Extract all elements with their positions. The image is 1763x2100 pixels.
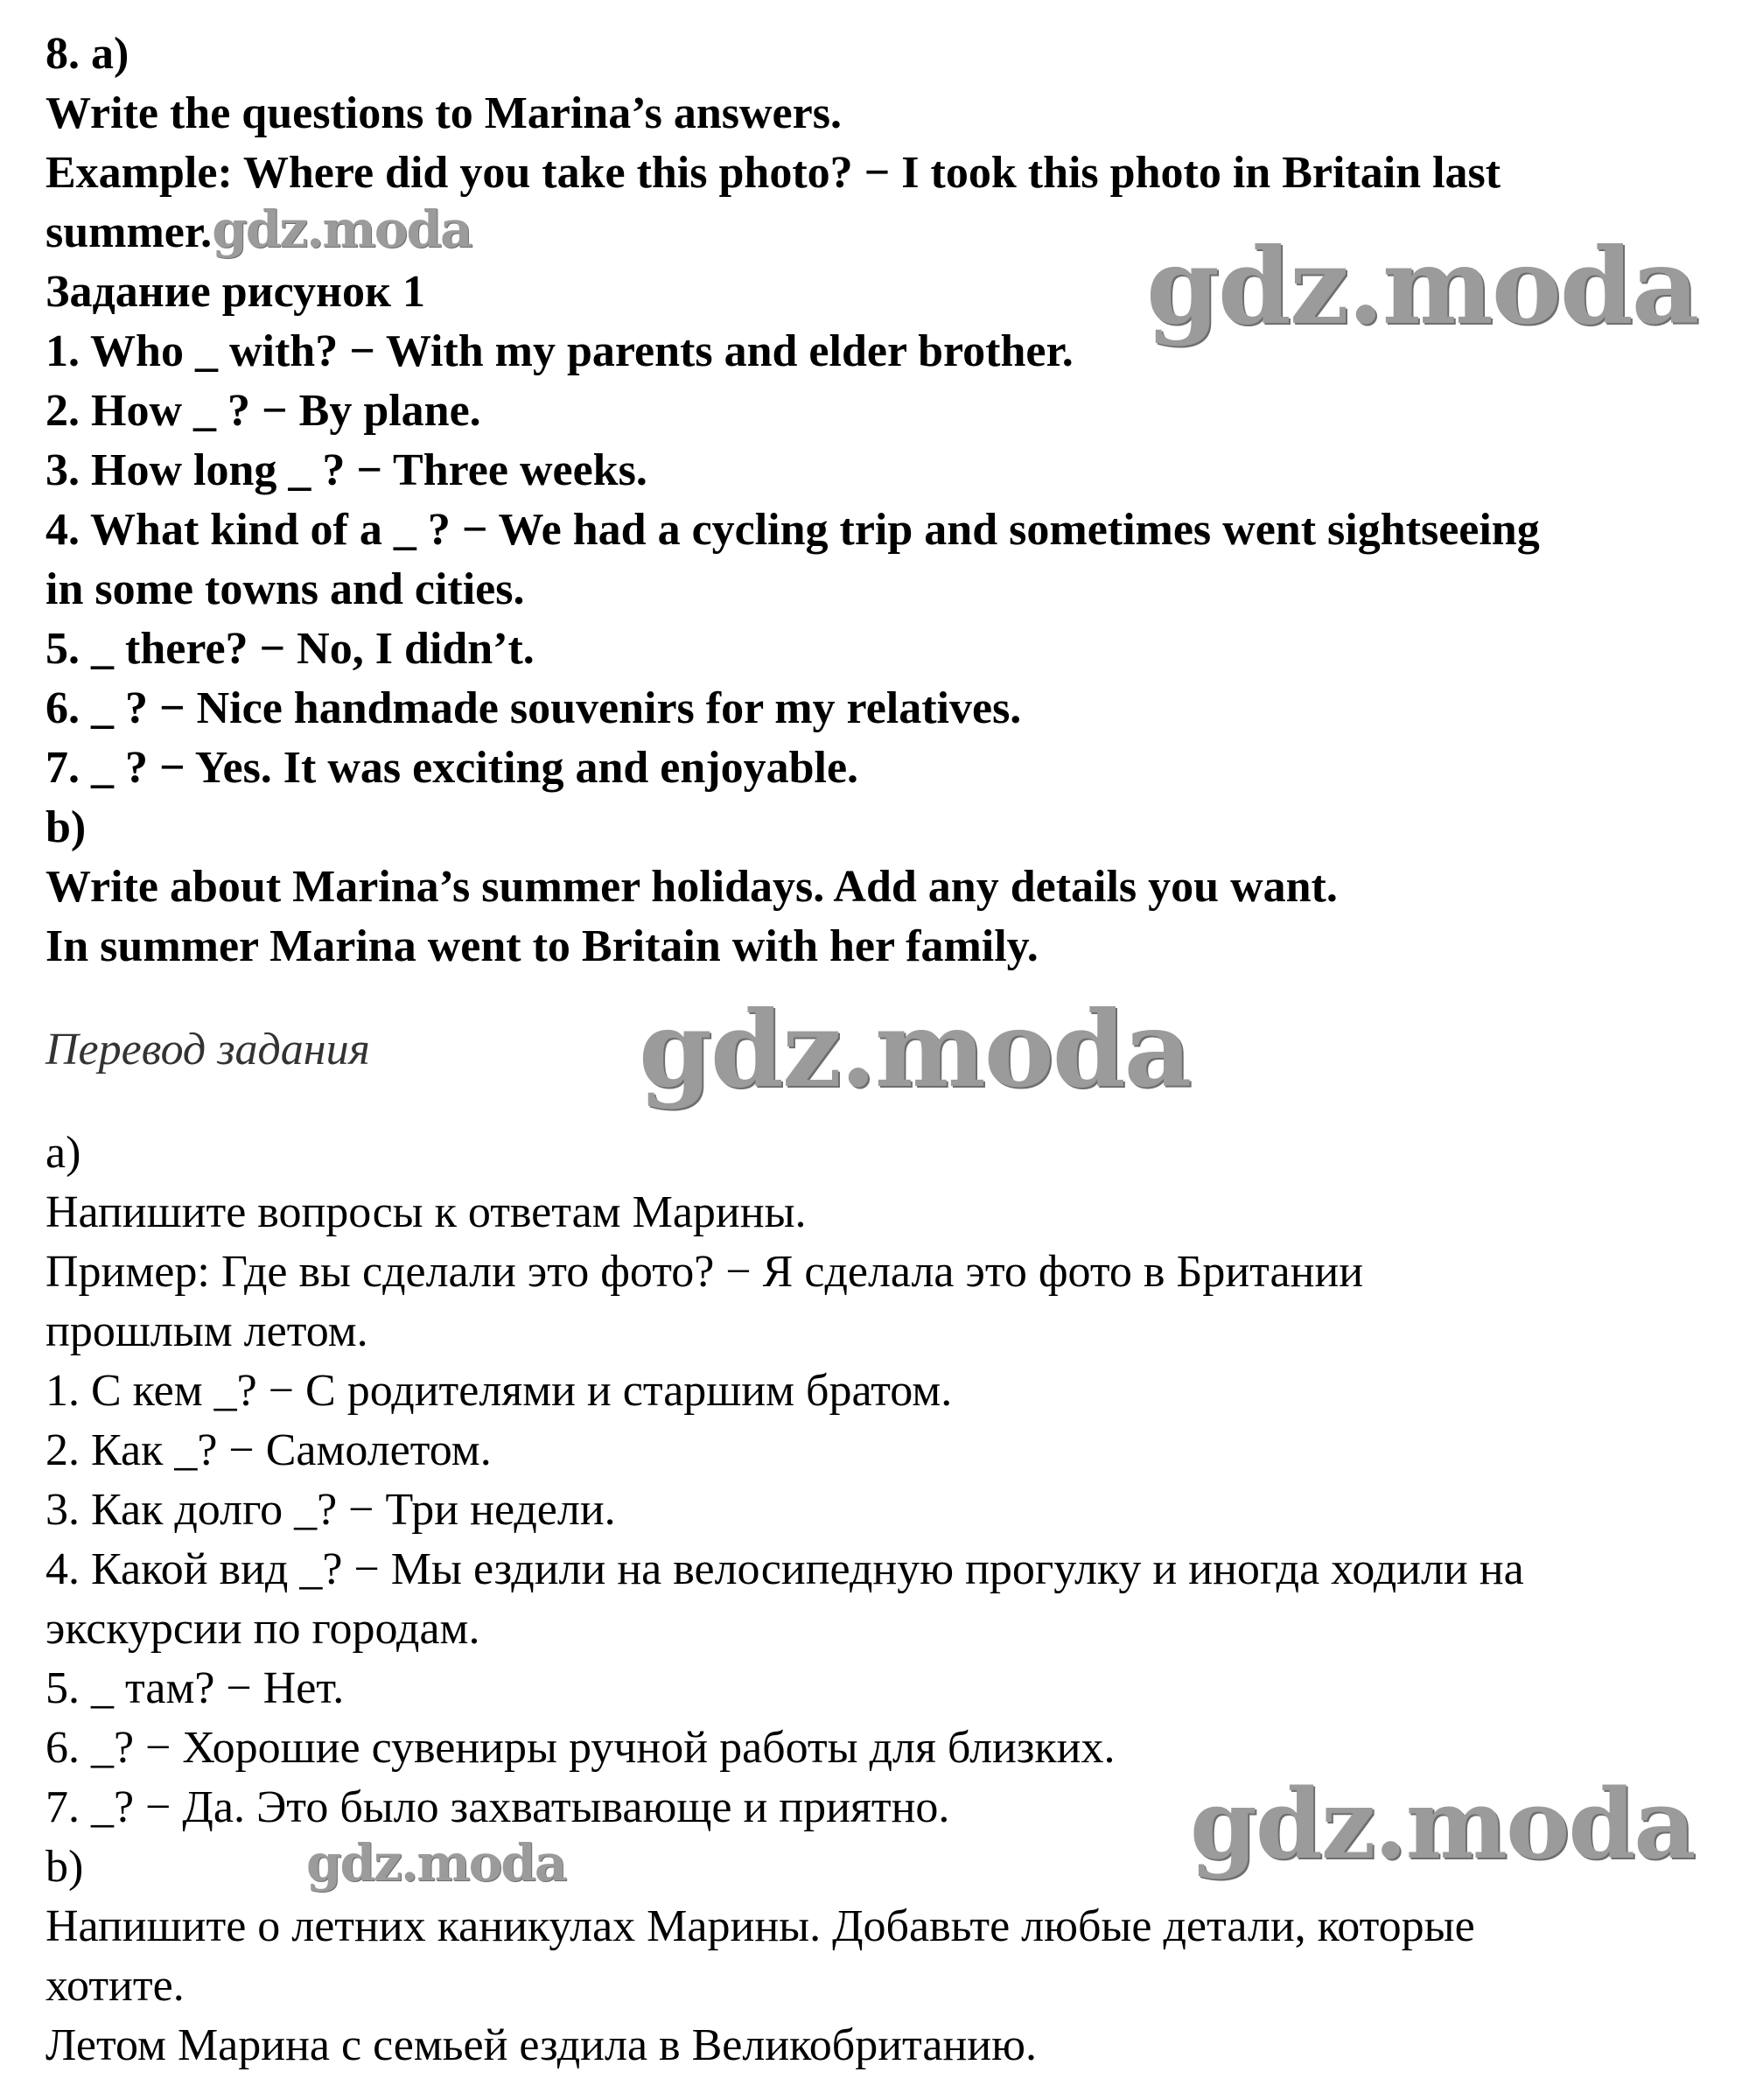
task-example-line2-text: summer. [45,207,213,257]
task-part-b-label: b) [45,802,87,852]
watermark-3: gdz.moda [1190,1768,1695,1880]
translation-example-line1: Пример: Где вы сделали это фото? − Я сделала это фото в Британии [45,1247,1364,1297]
watermark-4: gdz.moda [306,1833,566,1893]
translation-item-4-cont: экскурсии по городам. [45,1604,480,1654]
translation-item-3: 3. Как долго _? − Три недели. [45,1485,616,1535]
translation-heading: Перевод задания [45,1025,370,1074]
translation-part-b-start: Летом Марина с семьей ездила в Великобританию. [45,2020,1037,2070]
task-item-2: 2. How _ ? − By plane. [45,386,481,436]
translation-instruction: Напишите вопросы к ответам Марины. [45,1187,807,1237]
task-header: 8. a) [45,29,129,79]
translation-part-b-instruction-line1: Напишите о летних каникулах Марины. Добавьте любые детали, которые [45,1901,1475,1951]
translation-item-2: 2. Как _? − Самолетом. [45,1425,492,1475]
translation-item-5: 5. _ там? − Нет. [45,1663,345,1713]
watermark-1: gdz.moda [1146,225,1698,348]
translation-part-b-instruction-line2: хотите. [45,1961,185,2011]
task-item-7: 7. _ ? − Yes. It was exciting and enjoyable. [45,743,859,793]
task-part-b-instruction: Write about Marina’s summer holidays. Add any details you want. [45,862,1338,912]
task-item-3: 3. How long _ ? − Three weeks. [45,445,647,495]
translation-item-4: 4. Какой вид _? − Мы ездили на велосипедную прогулку и иногда ходили на [45,1544,1524,1594]
translation-item-1: 1. С кем _? − С родителями и старшим братом. [45,1366,953,1416]
translation-item-7: 7. _? − Да. Это было захватывающе и приятно. [45,1782,950,1832]
task-item-1: 1. Who _ with? − With my parents and elder brother. [45,326,1074,376]
translation-example-line2: прошлым летом. [45,1306,368,1356]
task-instruction: Write the questions to Marina’s answers. [45,88,842,138]
task-example-line2 [45,200,472,262]
translation-part-a-label: a) [45,1128,81,1178]
task-figure-label: Задание рисунок 1 [45,267,425,317]
task-item-6: 6. _ ? − Nice handmade souvenirs for my relatives. [45,683,1022,733]
translation-part-b-label: b) [45,1842,84,1892]
translation-item-6: 6. _? − Хорошие сувениры ручной работы для близких. [45,1723,1116,1773]
task-part-b-start: In summer Marina went to Britain with her family. [45,921,1039,971]
task-item-5: 5. _ there? − No, I didn’t. [45,624,535,674]
watermark-2: gdz.moda [639,988,1191,1111]
task-item-4-cont: in some towns and cities. [45,564,525,614]
watermark-inline: gdz.moda [212,200,472,259]
task-item-4: 4. What kind of a _ ? − We had a cycling trip and sometimes went sightseeing [45,505,1540,555]
task-example-line1: Example: Where did you take this photo? − I took this photo in Britain last [45,148,1501,198]
